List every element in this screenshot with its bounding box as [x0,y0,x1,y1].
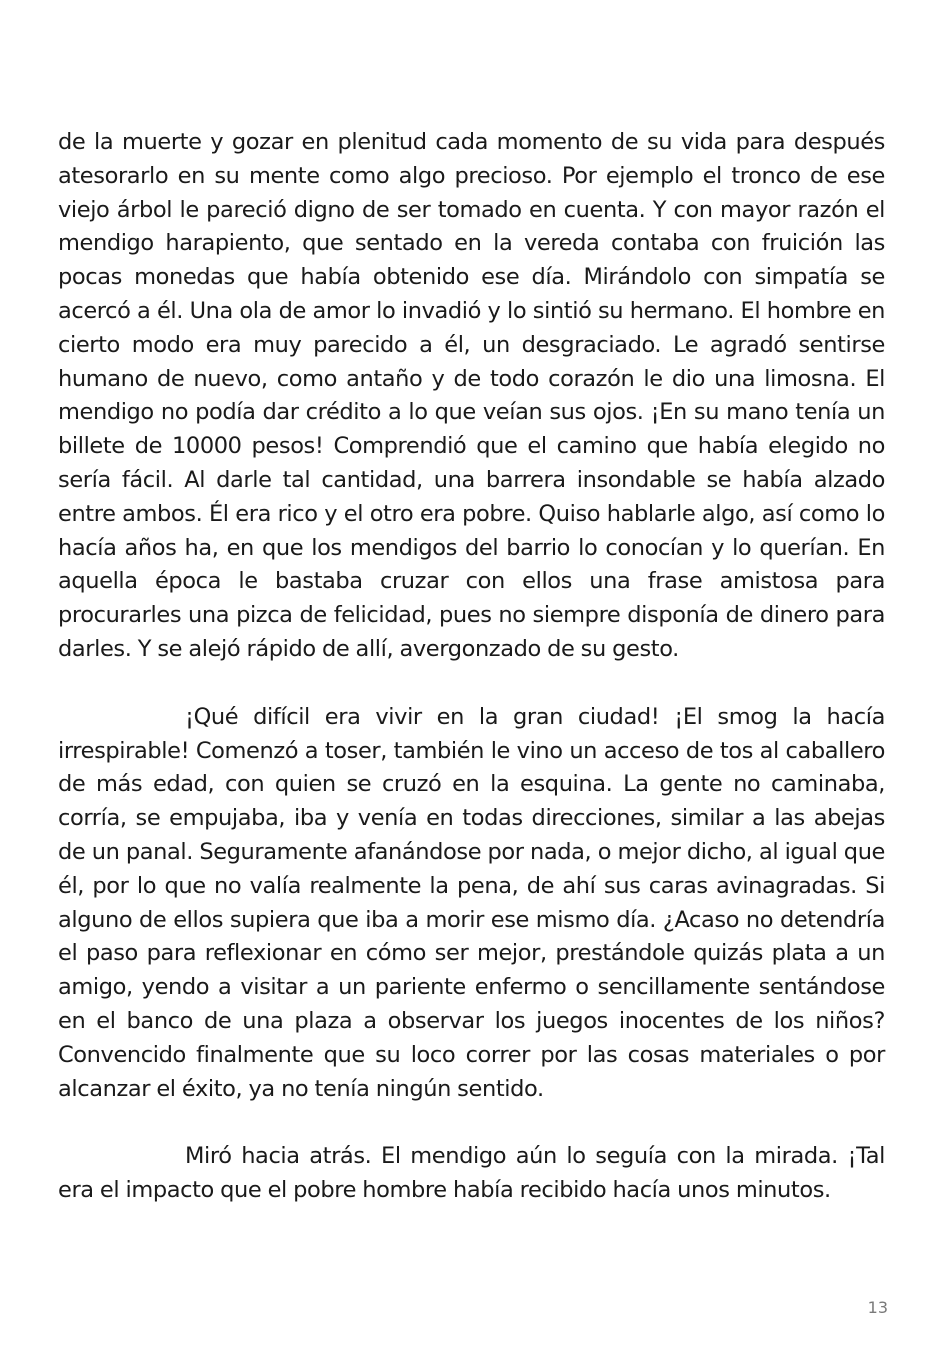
page-number: 13 [867,1298,888,1317]
paragraph-2: ¡Qué difícil era vivir en la gran ciudad! ¡El smog la hacía irrespirable! Comenzó a toser, también le vino un acceso de tos al caballero de más edad, con quien se cruzó en la esquina. La gente no caminaba, corría, se empujaba, iba y venía en todas direcciones, similar a las abejas de un panal. Seguramente afanándose por nada, o mejor dicho, al igual que él, por lo que no valía realmente la pena, de ahí sus caras avinagradas. Si alguno de ellos supiera que iba a morir ese mismo día. ¿Acaso no detendría el paso para reflexionar en cómo ser mejor, prestándole quizás plata a un amigo, yendo a visitar a un pariente enfermo o sencillamente sentándose en el banco de una plaza a observar los juegos inocentes de los niños? Convencido finalmente que su loco correr por las cosas materiales o por alcanzar el éxito, ya no tenía ningún sentido. [58,703,885,1102]
document-body [58,126,885,1208]
paragraph-3: Miró hacia atrás. El mendigo aún lo seguía con la mirada. ¡Tal era el impacto que el pobre hombre había recibido hacía unos minutos. [58,1143,885,1204]
paragraph-1: de la muerte y gozar en plenitud cada momento de su vida para después atesorarlo en su mente como algo precioso. Por ejemplo el tronco de ese viejo árbol le pareció digno de ser tomado en cuenta. Y con mayor razón el mendigo harapiento, que sentado en la vereda contaba con fruición las pocas monedas que había obtenido ese día. Mirándolo con simpatía se acercó a él. Una ola de amor lo invadió y lo sintió su hermano. El hombre en cierto modo era muy parecido a él, un desgraciado. Le agradó sentirse humano de nuevo, como antaño y de todo corazón le dio una limosna. El mendigo no podía dar crédito a lo que veían sus ojos. ¡En su mano tenía un billete de 10000 pesos! Comprendió que el camino que había elegido no sería fácil. Al darle tal cantidad, una barrera insondable se había alzado entre ambos. Él era rico y el otro era pobre. Quiso hablarle algo, así como lo hacía años ha, en que los mendigos del barrio lo conocían y lo querían. En aquella época le bastaba cruzar con ellos una frase amistosa para procurarles una pizca de felicidad, pues no siempre disponía de dinero para darles. Y se alejó rápido de allí, avergonzado de su gesto. [58,129,885,662]
